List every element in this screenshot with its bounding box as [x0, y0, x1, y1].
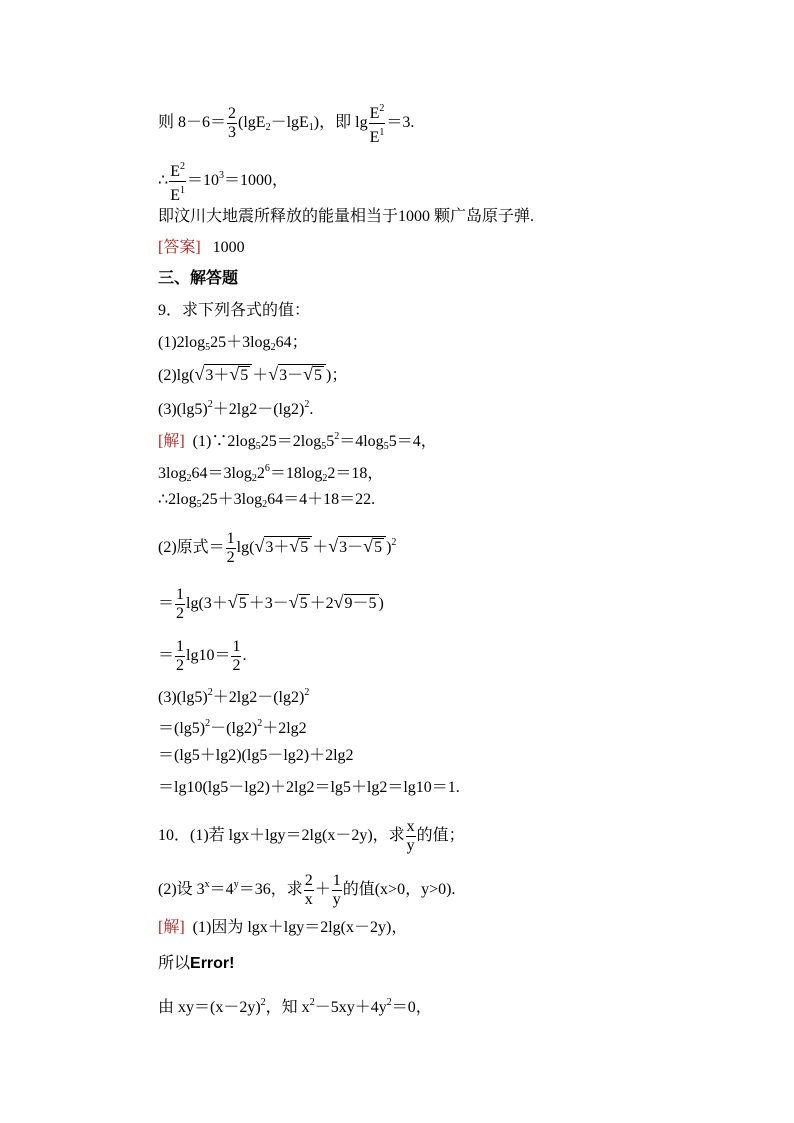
line-1: [158, 100, 414, 147]
answer-line: [158, 238, 245, 258]
text: E: [369, 129, 380, 146]
text: (3)(lg5): [158, 689, 208, 706]
solution-9-part-2-line-2: [158, 586, 384, 623]
superscript: 2: [179, 161, 185, 172]
superscript: 1: [379, 127, 385, 138]
text: (1)因为 lgx＋lgy＝2lg(x－2y)，: [192, 919, 408, 936]
text: 64＝4＋18＝22.: [267, 491, 376, 508]
text: 3－: [339, 539, 364, 557]
text: ＋2lg2: [262, 720, 307, 737]
text: 5: [326, 433, 335, 450]
numerator: 2: [228, 105, 237, 122]
text: 3＋: [265, 539, 290, 557]
text: ＝36，求: [238, 881, 303, 899]
solution-9-part-2-line-3: [158, 638, 246, 675]
denominator: y: [406, 837, 415, 854]
text: ＋: [314, 881, 331, 899]
text: .: [309, 401, 314, 418]
radical-sign: √: [229, 364, 240, 384]
subscript: 1: [308, 122, 314, 134]
radicand: [338, 536, 386, 557]
subscript: 5: [255, 441, 261, 452]
superscript: 3: [218, 170, 224, 182]
superscript: 2: [309, 997, 315, 1008]
text: 3－: [279, 367, 304, 384]
superscript: 6: [264, 463, 270, 474]
denominator: x: [304, 891, 313, 908]
text: 64＝3log: [191, 465, 252, 482]
numerator: 1: [176, 638, 185, 655]
section-heading: 三、解答题: [158, 270, 239, 287]
superscript: 2: [391, 537, 397, 549]
radical-sign: √: [303, 364, 314, 384]
text: lg(: [236, 539, 255, 557]
solution-label: [解]: [158, 919, 185, 936]
radical-sign: √: [333, 592, 344, 613]
subscript: 2: [265, 122, 271, 134]
text: ＝4log: [339, 433, 384, 450]
text: 64；: [275, 334, 308, 351]
text: (2)设 3: [158, 881, 205, 899]
fraction: [227, 105, 237, 142]
solution-10-line-3: [158, 993, 432, 1018]
radicand: [204, 364, 252, 385]
fraction: [332, 872, 342, 909]
radicand: 9－5: [344, 595, 377, 613]
subscript: 5: [321, 441, 327, 452]
superscript: 2: [207, 399, 213, 410]
text: .: [242, 647, 247, 665]
text: 25＋3log: [210, 334, 271, 351]
text: (lgE: [238, 114, 266, 132]
numerator: 1: [226, 530, 235, 547]
superscript: 2: [207, 687, 213, 698]
superscript: 2: [260, 997, 266, 1008]
text: 25＝2log: [260, 433, 322, 450]
fraction: [175, 586, 185, 623]
line-3: 即汶川大地震所释放的能量相当于1000 颗广岛原子弹.: [158, 208, 535, 225]
text: ＝3.: [386, 114, 415, 132]
solution-9-line-3: [158, 490, 375, 515]
text: ＋2: [309, 595, 334, 613]
text: ＝0，: [391, 999, 432, 1016]
error-text: Error!: [190, 955, 235, 972]
denominator: 3: [228, 124, 237, 141]
text: ): [378, 595, 384, 613]
solution-9-line-1: [158, 427, 437, 457]
superscript: 2: [386, 997, 392, 1008]
denominator: y: [332, 891, 341, 908]
text: －lgE: [270, 114, 309, 132]
radicand: 5: [299, 595, 308, 613]
text: 3log: [158, 465, 187, 482]
text: ＋: [312, 539, 329, 557]
radicand: 5: [300, 539, 309, 557]
text: lg(3＋: [186, 595, 228, 613]
text: E: [170, 163, 180, 180]
text: －5xy＋4y: [314, 999, 387, 1016]
text: 所以: [158, 955, 191, 972]
superscript: 2: [304, 399, 310, 410]
solution-10-line-2: [158, 954, 234, 974]
radical-sign: √: [254, 536, 265, 557]
radical-sign: √: [363, 536, 374, 557]
solution-label: [解]: [158, 433, 185, 450]
radical-sign: √: [194, 364, 205, 384]
numerator: x: [406, 818, 415, 835]
radicand: 5: [374, 539, 383, 557]
superscript: x: [204, 879, 210, 891]
solution-9-line-2: [158, 459, 383, 489]
subscript: 2: [322, 473, 328, 484]
numerator: 2: [304, 872, 313, 889]
radical-sign: √: [328, 536, 339, 557]
radical-sign: √: [289, 536, 300, 557]
solution-10-line-1: [158, 918, 407, 938]
radicand: [278, 364, 326, 385]
numerator: [369, 100, 386, 124]
text: (2)lg(: [158, 367, 195, 384]
radical-sign: √: [227, 592, 238, 613]
text: ，知 x: [265, 999, 310, 1016]
solution-9-part-3-line-1: [158, 683, 309, 708]
subscript: 5: [205, 342, 211, 353]
question-9: 9．求下列各式的值：: [158, 302, 311, 319]
text: ∴2log: [158, 491, 197, 508]
text: 则 8－6＝: [158, 114, 227, 132]
fraction: [369, 100, 386, 147]
denominator: 2: [176, 605, 185, 622]
subscript: 2: [262, 499, 268, 510]
answer-label: [答案]: [158, 239, 201, 256]
text: ＝: [158, 647, 175, 665]
subscript: 5: [196, 499, 202, 510]
text: ＝1000，: [223, 172, 288, 190]
subscript: 2: [270, 342, 276, 353]
question-9-part-1: [158, 333, 308, 358]
subscript: 2: [251, 473, 257, 484]
superscript: 2: [304, 687, 310, 698]
superscript: 2: [379, 103, 385, 114]
text: 2＝18，: [327, 465, 384, 482]
text: ＝4: [209, 881, 234, 899]
text: ＋2lg2－(lg2): [212, 401, 305, 418]
radicand: [264, 536, 312, 557]
superscript: 2: [334, 431, 340, 442]
subscript: 2: [186, 473, 192, 484]
numerator: 1: [232, 638, 241, 655]
radicand: 5: [314, 367, 323, 384]
text: ＋2lg2－(lg2): [212, 689, 305, 706]
text: 10．(1)若 lgx＋lgy＝2lg(x－2y)，求: [158, 827, 405, 845]
radical-sign: √: [288, 592, 299, 613]
text: (1)2log: [158, 334, 206, 351]
text: ): [386, 539, 392, 557]
text: 25＋3log: [201, 491, 263, 508]
text: 2: [256, 465, 265, 482]
text: －(lg2): [210, 720, 258, 737]
subscript: 5: [383, 441, 389, 452]
text: ＝10: [186, 172, 219, 190]
denominator: 2: [226, 549, 235, 566]
fraction: [304, 872, 314, 909]
fraction: [406, 818, 416, 855]
radical-sign: √: [268, 364, 279, 384]
radicand: 5: [240, 367, 249, 384]
answer-value: 1000: [212, 239, 245, 256]
text: 3＋: [205, 367, 230, 384]
numerator: 1: [332, 872, 341, 889]
therefore-symbol: ∴: [158, 172, 169, 190]
denominator: 2: [176, 657, 185, 674]
text: E: [170, 187, 180, 204]
text: )，即 lg: [313, 114, 368, 132]
question-10-part-2: [158, 872, 455, 909]
denominator: 2: [232, 657, 241, 674]
text: (1)∵2log: [192, 433, 256, 450]
text: 由 xy＝(x－2y): [158, 999, 261, 1016]
text: )；: [326, 367, 348, 384]
superscript: 2: [205, 718, 211, 729]
text: E: [369, 105, 380, 122]
solution-9-part-3-line-2: [158, 714, 307, 739]
solution-9-part-3-line-3: ＝(lg5＋lg2)(lg5－lg2)＋2lg2: [158, 747, 354, 764]
fraction: [226, 530, 236, 567]
numerator: 1: [176, 586, 185, 603]
text: (2)原式＝: [158, 539, 225, 557]
fraction: [231, 638, 241, 675]
denominator: [369, 124, 386, 147]
solution-9-part-3-line-4: ＝lg10(lg5－lg2)＋2lg2＝lg5＋lg2＝lg10＝1.: [158, 779, 460, 796]
solution-9-part-2-line-1: [158, 530, 396, 567]
text: 的值(x>0，y>0).: [342, 881, 456, 899]
question-9-part-3: [158, 395, 313, 420]
text: lg10＝: [186, 647, 231, 665]
text: (3)(lg5): [158, 401, 208, 418]
question-9-part-2: [158, 364, 347, 386]
text: ＝: [158, 595, 175, 613]
text: ＝18log: [269, 465, 323, 482]
numerator: [169, 158, 186, 182]
denominator: [169, 182, 186, 205]
superscript: y: [233, 879, 239, 891]
question-10-part-1: [158, 818, 465, 855]
superscript: 1: [179, 185, 185, 196]
text: 的值；: [416, 827, 465, 845]
text: ＋3－: [248, 595, 289, 613]
line-2: [158, 158, 288, 205]
text: ＝(lg5): [158, 720, 206, 737]
text: 5＝4，: [388, 433, 437, 450]
fraction: [169, 158, 186, 205]
superscript: 2: [257, 718, 263, 729]
radicand: 5: [238, 595, 247, 613]
text: ＋: [252, 367, 269, 384]
fraction: [175, 638, 185, 675]
